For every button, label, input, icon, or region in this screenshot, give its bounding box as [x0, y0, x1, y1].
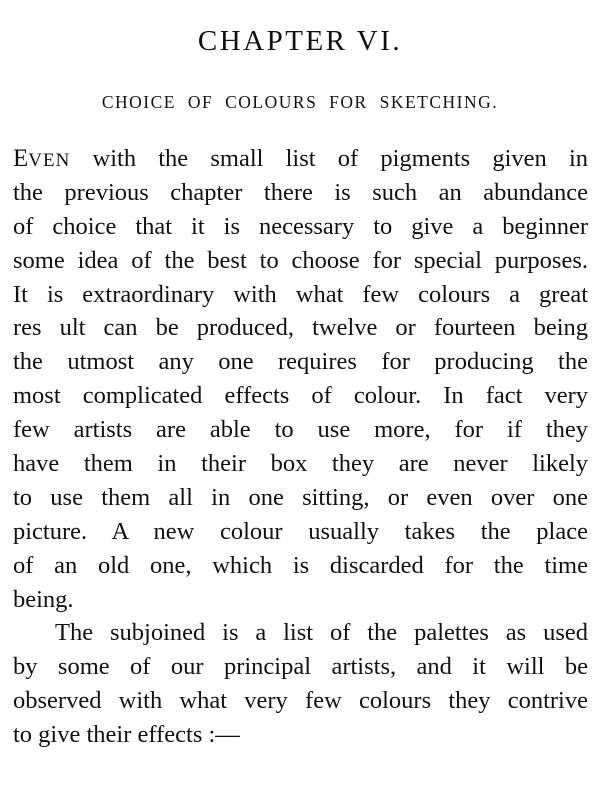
small-caps-initial: E: [13, 145, 29, 172]
paragraph-line: few artists are able to use more, for if they: [13, 416, 588, 444]
paragraph-line: being.: [13, 585, 74, 613]
paragraph-line: of an old one, which is discarded for the time: [13, 551, 588, 579]
paragraph-line: most complicated effects of colour. In fact very: [13, 382, 588, 410]
paragraph-line: of choice that it is necessary to give a beginner: [13, 212, 588, 240]
small-caps-rest: VEN: [28, 150, 71, 171]
paragraph-2: [13, 616, 588, 752]
paragraph-line: have them in their box they are never likely: [13, 450, 588, 478]
paragraph-line: to give their effects :—: [13, 721, 240, 749]
chapter-subtitle: CHOICE OF COLOURS FOR SKETCHING.: [101, 92, 499, 112]
paragraph-line: some idea of the best to choose for special purposes.: [13, 246, 588, 274]
paragraph-line: observed with what very few colours they contrive: [13, 687, 588, 715]
body-text: [13, 142, 588, 752]
paragraph-line: EVEN with the small list of pigments given in: [13, 145, 588, 172]
paragraph-line: picture. A new colour usually takes the place: [13, 517, 588, 545]
paragraph-line: by some of our principal artists, and it will be: [13, 653, 588, 681]
paragraph-line: res ult can be produced, twelve or fourteen being: [13, 314, 588, 342]
paragraph-line: to use them all in one sitting, or even over one: [13, 483, 588, 511]
paragraph-line: the utmost any one requires for producing the: [13, 348, 588, 376]
paragraph-1: [13, 142, 588, 616]
paragraph-line: It is extraordinary with what few colours a great: [13, 280, 588, 308]
paragraph-line: The subjoined is a list of the palettes as used: [55, 619, 588, 647]
chapter-title: CHAPTER VI.: [197, 25, 403, 57]
paragraph-line: the previous chapter there is such an abundance: [13, 178, 588, 206]
